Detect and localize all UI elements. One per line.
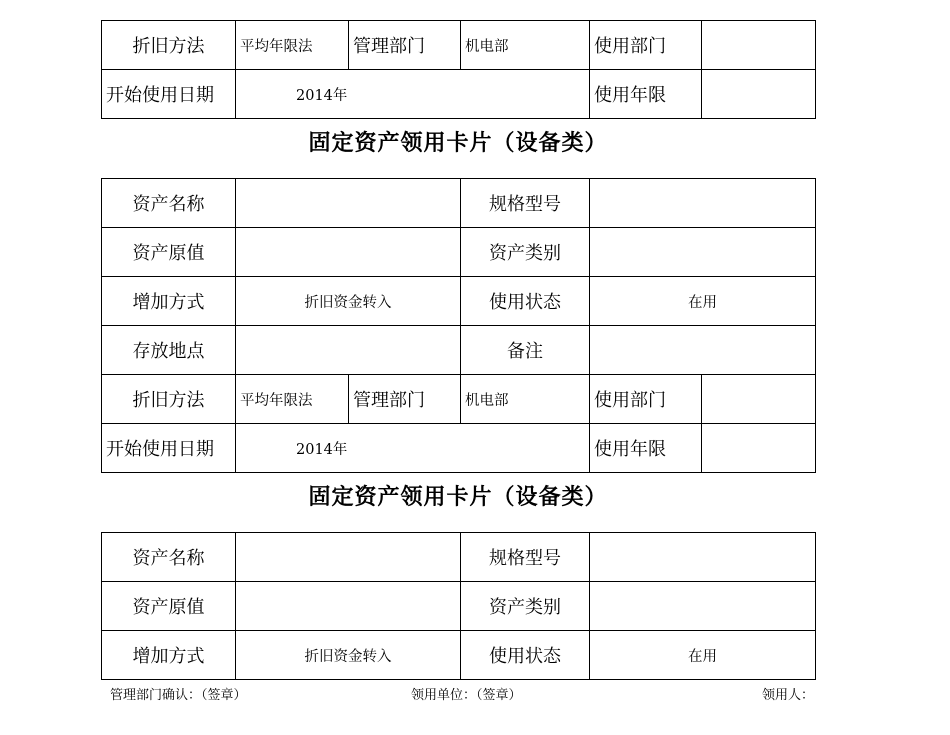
table-row: [102, 326, 816, 375]
location-value: [236, 326, 461, 375]
service-life-label: 使用年限: [590, 70, 702, 119]
start-date-value: 2014年: [236, 70, 590, 119]
table-row: [102, 277, 816, 326]
service-life-value: [702, 424, 816, 473]
addition-method-label: 增加方式: [102, 631, 236, 680]
table-row: [102, 582, 816, 631]
spec-model-label: 规格型号: [461, 179, 590, 228]
asset-category-label: 资产类别: [461, 582, 590, 631]
management-dept-label: 管理部门: [349, 21, 461, 70]
asset-name-value: [236, 179, 461, 228]
card-a-table: [101, 20, 816, 119]
remarks-value: [590, 326, 816, 375]
spec-model-value: [590, 179, 816, 228]
asset-category-label: 资产类别: [461, 228, 590, 277]
table-row: [102, 228, 816, 277]
use-status-value: 在用: [590, 631, 816, 680]
asset-name-label: 资产名称: [102, 179, 236, 228]
addition-method-value: 折旧资金转入: [236, 277, 461, 326]
management-confirm-signature: 管理部门确认：（签章）: [110, 688, 247, 703]
use-status-label: 使用状态: [461, 277, 590, 326]
start-date-label: 开始使用日期: [102, 424, 236, 473]
asset-category-value: [590, 228, 816, 277]
receiving-unit-signature: 领用单位：（签章）: [411, 688, 522, 703]
start-date-value: 2014年: [236, 424, 590, 473]
asset-name-label: 资产名称: [102, 533, 236, 582]
addition-method-value: 折旧资金转入: [236, 631, 461, 680]
spec-model-value: [590, 533, 816, 582]
table-row: [102, 631, 816, 680]
depreciation-method-label: 折旧方法: [102, 21, 236, 70]
depreciation-method-value: 平均年限法: [236, 375, 349, 424]
addition-method-label: 增加方式: [102, 277, 236, 326]
card-c-table: [101, 532, 816, 680]
original-value-value: [236, 228, 461, 277]
using-dept-label: 使用部门: [590, 375, 702, 424]
service-life-value: [702, 70, 816, 119]
original-value-label: 资产原值: [102, 228, 236, 277]
original-value-label: 资产原值: [102, 582, 236, 631]
depreciation-method-label: 折旧方法: [102, 375, 236, 424]
location-label: 存放地点: [102, 326, 236, 375]
table-row: [102, 375, 816, 424]
using-dept-label: 使用部门: [590, 21, 702, 70]
recipient-signature: 领用人：: [762, 688, 815, 703]
card-b-table: [101, 178, 816, 473]
card-title: 固定资产领用卡片（设备类）: [308, 131, 608, 156]
using-dept-value: [702, 375, 816, 424]
use-status-value: 在用: [590, 277, 816, 326]
card-title: 固定资产领用卡片（设备类）: [308, 485, 608, 510]
use-status-label: 使用状态: [461, 631, 590, 680]
spec-model-label: 规格型号: [461, 533, 590, 582]
using-dept-value: [702, 21, 816, 70]
original-value-value: [236, 582, 461, 631]
service-life-label: 使用年限: [590, 424, 702, 473]
depreciation-method-value: 平均年限法: [236, 21, 349, 70]
table-row: [102, 70, 816, 119]
asset-category-value: [590, 582, 816, 631]
table-row: [102, 533, 816, 582]
start-date-label: 开始使用日期: [102, 70, 236, 119]
asset-name-value: [236, 533, 461, 582]
table-row: [102, 179, 816, 228]
management-dept-value: 机电部: [461, 375, 590, 424]
remarks-label: 备注: [461, 326, 590, 375]
table-row: [102, 21, 816, 70]
management-dept-value: 机电部: [461, 21, 590, 70]
management-dept-label: 管理部门: [349, 375, 461, 424]
table-row: [102, 424, 816, 473]
